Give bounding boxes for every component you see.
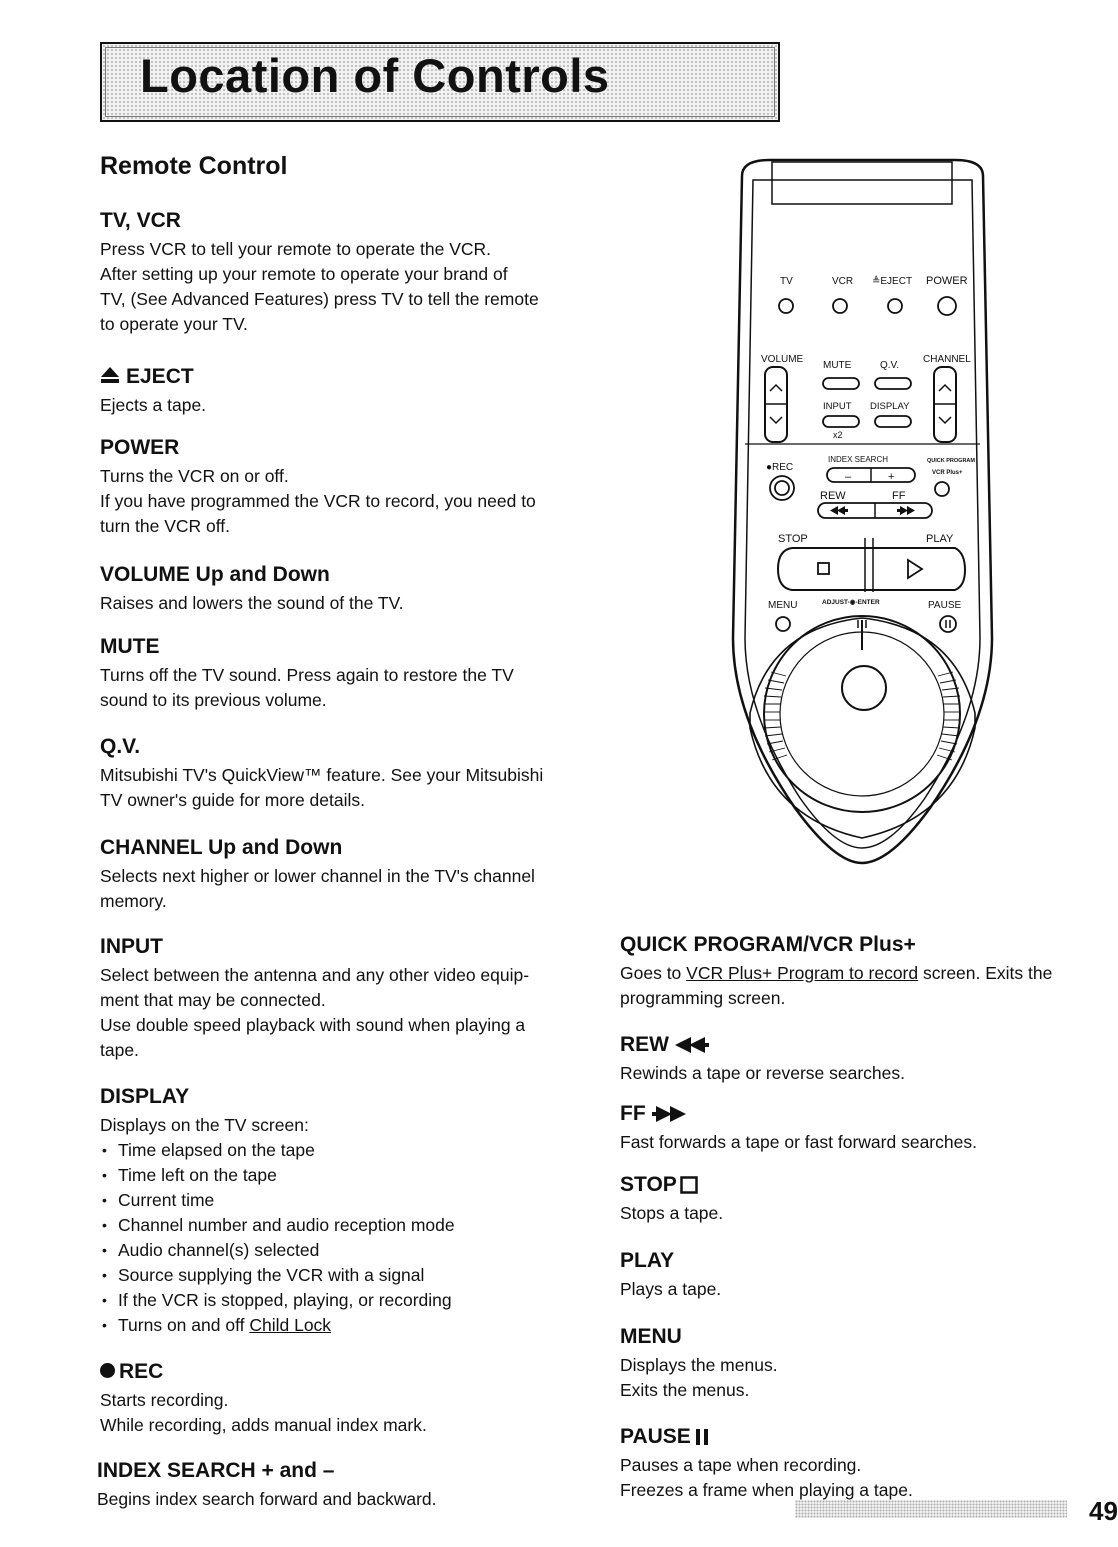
heading: VOLUME Up and Down: [100, 563, 330, 586]
section-channel: [100, 835, 600, 914]
list-item: [100, 1313, 600, 1338]
power-button[interactable]: [938, 297, 956, 315]
x2-label: x2: [833, 430, 843, 440]
menu-button[interactable]: [776, 617, 790, 631]
line: Rewinds a tape or reverse searches.: [620, 1063, 905, 1083]
qv-label: Q.V.: [880, 360, 900, 371]
heading: TV, VCR: [100, 209, 181, 232]
power-label: POWER: [926, 275, 968, 287]
input-button[interactable]: [823, 416, 859, 427]
list-item: • Time elapsed on the tape: [100, 1138, 600, 1163]
list-item: • Channel number and audio reception mode: [100, 1213, 600, 1238]
line-suffix: screen. Exits the: [918, 963, 1053, 983]
play-button-icon: [908, 560, 922, 578]
line: TV, (See Advanced Features) press TV to tell the remote: [100, 289, 539, 309]
tv-label: TV: [780, 276, 793, 287]
rec-button[interactable]: [770, 476, 794, 500]
stop-play-rocker[interactable]: [778, 538, 965, 592]
section-quick-program: [620, 932, 1110, 1011]
list-item: • Current time: [100, 1188, 600, 1213]
line: turn the VCR off.: [100, 516, 231, 536]
pause-bars-icon: [695, 1428, 709, 1446]
line: sound to its previous volume.: [100, 690, 327, 710]
heading: POWER: [100, 436, 180, 459]
remote-body: [733, 160, 992, 863]
mute-button[interactable]: [823, 378, 859, 389]
item-text: Turns on and off: [118, 1315, 250, 1335]
line: [620, 961, 1110, 986]
heading: Q.V.: [100, 735, 141, 758]
section-rec: [100, 1359, 600, 1438]
line: ment that may be connected.: [100, 990, 326, 1010]
qv-button[interactable]: [875, 378, 911, 389]
line-prefix: Goes to: [620, 963, 687, 983]
heading: DISPLAY: [100, 1085, 190, 1108]
heading: INDEX SEARCH + and –: [97, 1459, 335, 1482]
section-ff: [620, 1101, 1110, 1155]
eject-label: ≜EJECT: [872, 276, 913, 287]
line: Press VCR to tell your remote to operate the VCR.: [100, 239, 491, 259]
list-item: • Audio channel(s) selected: [100, 1238, 600, 1263]
heading-row: [620, 1172, 1110, 1197]
index-minus-label: –: [845, 471, 852, 483]
quick-program-button[interactable]: [935, 482, 949, 496]
line: Ejects a tape.: [100, 395, 207, 415]
vcr-plus-label: VCR Plus+: [932, 470, 963, 476]
line: Starts recording.: [100, 1390, 229, 1410]
menu-label: MENU: [768, 600, 798, 611]
line: Exits the menus.: [620, 1380, 750, 1400]
line: While recording, adds manual index mark.: [100, 1415, 427, 1435]
display-button[interactable]: [875, 416, 911, 427]
input-label: INPUT: [823, 401, 852, 412]
section-index-search: [97, 1458, 597, 1512]
footer-dotted-bar: [795, 1500, 1067, 1518]
ff-label: FF: [892, 490, 906, 502]
section-input: [100, 934, 600, 1063]
line: Begins index search forward and backward.: [97, 1489, 437, 1509]
index-search-rocker[interactable]: [827, 468, 915, 482]
line: If you have programmed the VCR to record, you need to: [100, 491, 536, 511]
index-search-label: INDEX SEARCH: [828, 455, 889, 464]
heading: PLAY: [620, 1249, 675, 1272]
display-label: DISPLAY: [870, 401, 910, 412]
line: Fast forwards a tape or fast forward searches.: [620, 1132, 977, 1152]
rew-label: REW: [820, 490, 846, 502]
line: After setting up your remote to operate your brand of: [100, 264, 508, 284]
line: programming screen.: [620, 988, 786, 1008]
jog-dial[interactable]: [750, 616, 975, 838]
mute-label: MUTE: [823, 360, 852, 371]
line: Pauses a tape when recording.: [620, 1455, 862, 1475]
pause-button[interactable]: [940, 616, 956, 632]
section-menu: [620, 1324, 1110, 1403]
display-bullet-list: [100, 1138, 600, 1338]
heading: STOP: [620, 1173, 677, 1196]
heading: EJECT: [126, 365, 194, 388]
vcr-plus-program-link[interactable]: VCR Plus+ Program to record: [686, 963, 919, 983]
channel-label: CHANNEL: [923, 354, 971, 365]
section-play: [620, 1248, 1110, 1302]
section-display: [100, 1084, 600, 1338]
page-number: 49: [1089, 1496, 1118, 1526]
list-item: • Time left on the tape: [100, 1163, 600, 1188]
section-rew: [620, 1032, 1110, 1086]
heading: INPUT: [100, 935, 163, 958]
vcr-button[interactable]: [833, 299, 847, 313]
intro: Displays on the TV screen:: [100, 1115, 309, 1135]
pause-label: PAUSE: [928, 600, 962, 611]
heading-row: [620, 1101, 1110, 1126]
line: tape.: [100, 1040, 139, 1060]
rew-button-icon: [830, 506, 848, 515]
heading: CHANNEL Up and Down: [100, 836, 343, 859]
rec-label: ●REC: [766, 462, 794, 473]
stop-label: STOP: [778, 533, 808, 545]
line: Freezes a frame when playing a tape.: [620, 1480, 913, 1500]
heading: REC: [119, 1360, 164, 1383]
section-title-remote-control: Remote Control: [100, 152, 288, 180]
section-mute: [100, 634, 600, 713]
line: Stops a tape.: [620, 1203, 724, 1223]
line: Use double speed playback with sound when playing a: [100, 1015, 526, 1035]
adjust-enter-label: ADJUST-◉-ENTER: [822, 599, 880, 606]
remote-control-illustration: [730, 158, 995, 870]
line: Displays the menus.: [620, 1355, 778, 1375]
channel-rocker[interactable]: [934, 367, 956, 442]
volume-label: VOLUME: [761, 354, 804, 365]
heading: FF: [620, 1102, 646, 1125]
line: memory.: [100, 891, 167, 911]
volume-rocker[interactable]: [765, 367, 787, 442]
heading: QUICK PROGRAM/VCR Plus+: [620, 933, 916, 956]
eject-button[interactable]: [888, 299, 902, 313]
heading-row: [100, 1359, 600, 1384]
line: Turns the VCR on or off.: [100, 466, 289, 486]
list-item: • If the VCR is stopped, playing, or recording: [100, 1288, 600, 1313]
eject-icon: [100, 366, 120, 384]
stop-button-icon: [818, 563, 829, 574]
section-eject: [100, 364, 600, 418]
fast-forward-icon: [652, 1106, 686, 1122]
section-tv-vcr: [100, 208, 600, 337]
ff-button-icon: [897, 506, 915, 515]
line: Selects next higher or lower channel in the TV's channel: [100, 866, 535, 886]
section-volume: [100, 562, 600, 616]
line: to operate your TV.: [100, 314, 248, 334]
child-lock-link[interactable]: Child Lock: [249, 1315, 332, 1335]
play-label: PLAY: [926, 533, 954, 545]
heading: REW: [620, 1033, 669, 1056]
title-banner: [100, 42, 780, 122]
section-pause: [620, 1424, 1110, 1503]
line: Raises and lowers the sound of the TV.: [100, 593, 404, 613]
line: Turns off the TV sound. Press again to restore the TV: [100, 665, 514, 685]
vcr-label: VCR: [832, 276, 854, 287]
heading: MENU: [620, 1325, 682, 1348]
page-title: Location of Controls: [140, 49, 610, 102]
line: Select between the antenna and any other video equip-: [100, 965, 530, 985]
section-power: [100, 435, 600, 539]
rewind-icon: [675, 1037, 709, 1053]
list-item: • Source supplying the VCR with a signal: [100, 1263, 600, 1288]
index-plus-label: +: [888, 471, 895, 483]
line: Mitsubishi TV's QuickView™ feature. See your Mitsubishi: [100, 765, 544, 785]
quick-program-label: QUICK PROGRAM: [927, 458, 975, 464]
section-qv: [100, 734, 600, 813]
tv-button[interactable]: [779, 299, 793, 313]
stop-square-icon: [680, 1176, 698, 1194]
section-stop: [620, 1172, 1110, 1226]
heading-row: [620, 1424, 1110, 1449]
line: TV owner's guide for more details.: [100, 790, 365, 810]
record-dot-icon: [100, 1363, 115, 1378]
heading-row: [100, 364, 600, 389]
heading: MUTE: [100, 635, 160, 658]
heading: PAUSE: [620, 1425, 691, 1448]
line: Plays a tape.: [620, 1279, 722, 1299]
heading-row: [620, 1032, 1110, 1057]
